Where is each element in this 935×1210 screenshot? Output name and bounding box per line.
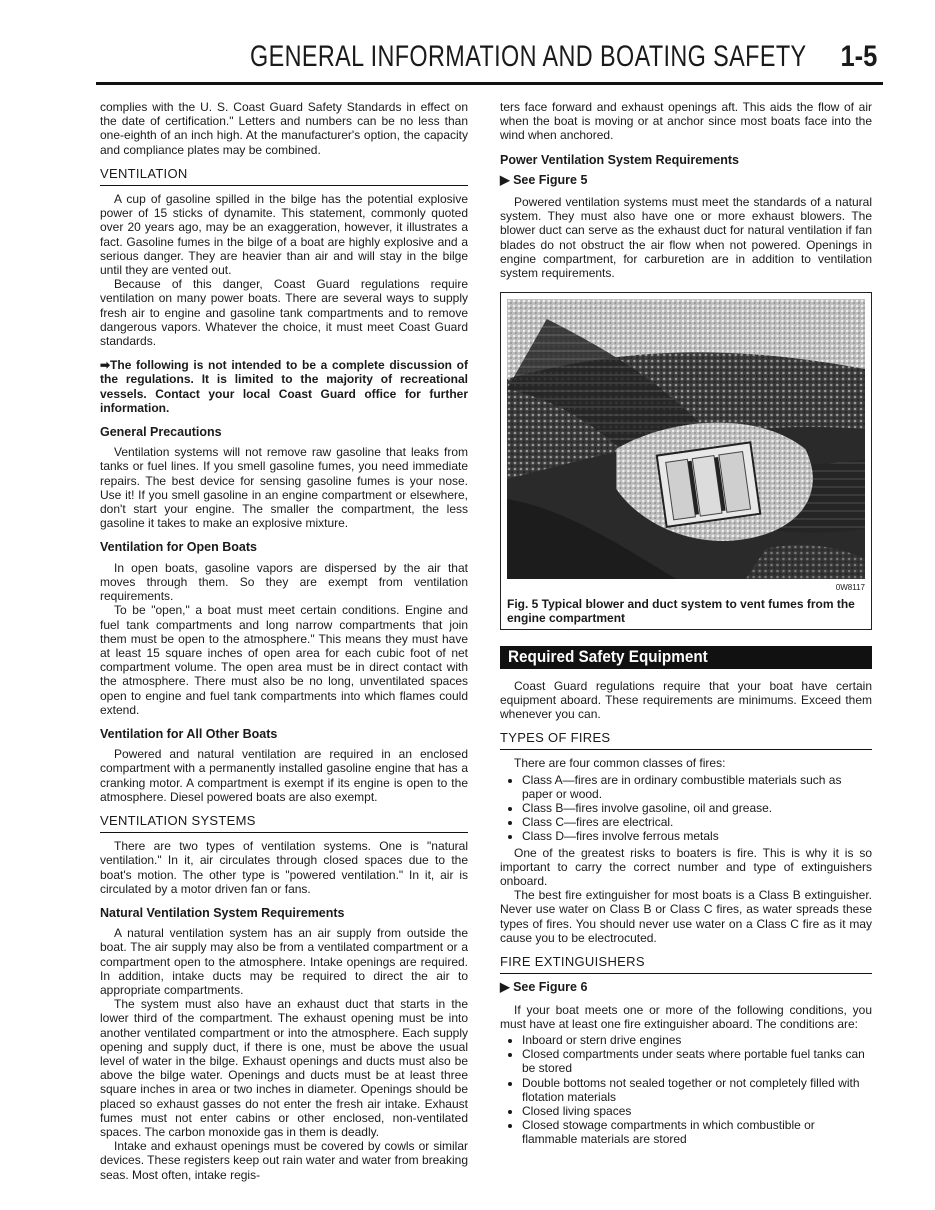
figure-5 — [500, 292, 872, 630]
paragraph-ventilation-systems: There are two types of ventilation systems. One is "natural ventilation." In it, air circulates through closed spaces due to the boat's motion. The other type is "powered ventilation." In it, air is circulated by a motor driven fan or fans. — [100, 839, 468, 896]
list-item: • Class C—fires are electrical. — [522, 815, 872, 829]
conditions-list — [500, 1033, 872, 1147]
paragraph-fires-1: One of the greatest risks to boaters is fire. This is why it is so important to carry the correct number and type of extinguishers onboard. — [500, 845, 872, 889]
paragraph-ventilation-1: A cup of gasoline spilled in the bilge has the potential explosive power of 15 sticks of dynamite. This statement, commonly quoted over 20 years ago, may be an exaggeration, however, it illustrates a fact. Gasoline fumes in the bilge of a boat are highly explosive and a serious danger. They are heavier than air and will stay in the bilge until they are vented out. — [100, 192, 468, 278]
list-item: • Double bottoms not sealed together or not completely filled with flotation materials — [522, 1076, 872, 1104]
header-rule — [96, 82, 883, 85]
list-item: • Closed compartments under seats where portable fuel tanks can be stored — [522, 1047, 872, 1075]
paragraph-fires-intro: There are four common classes of fires: — [514, 756, 726, 771]
paragraph-natural-3: Intake and exhaust openings must be covered by cowls or similar devices. These registers keep out rain water and water from breaking seas. Most often, intake regis- — [100, 1139, 468, 1182]
left-column — [100, 100, 468, 1182]
list-item: • Class A—fires are in ordinary combustible materials such as paper or wood. — [522, 773, 872, 801]
right-column — [500, 100, 872, 1149]
subheading-open-boats: Ventilation for Open Boats — [100, 540, 257, 555]
paragraph-required-equipment: Coast Guard regulations require that your boat have certain equipment aboard. These requirements are minimums. Exceed them whenever you can. — [500, 678, 872, 722]
see-figure-5-link[interactable]: ▶ See Figure 5 — [500, 172, 588, 187]
paragraph-other-boats: Powered and natural ventilation are required in an enclosed compartment with a permanently installed gasoline engine that has a cranking motor. A compartment is exempt if its engine is open to the atmosphere. Diesel powered boats are also exempt. — [100, 747, 468, 804]
subheading-other-boats: Ventilation for All Other Boats — [100, 726, 278, 741]
paragraph-extinguishers: If your boat meets one or more of the following conditions, you must have at least one fire extinguisher aboard. The conditions are: — [500, 1002, 872, 1031]
section-heading-fire-extinguishers: FIRE EXTINGUISHERS — [500, 955, 872, 974]
list-item: • Closed living spaces — [522, 1104, 872, 1118]
section-heading-types-of-fires: TYPES OF FIRES — [500, 731, 872, 750]
paragraph-natural-2: The system must also have an exhaust duct that starts in the lower third of the compartment. The exhaust opening must be into another ventilated compartment or into the atmosphere. Each supply opening and supply duct, if there is one, must be above the usual level of water in the bilge. Exhaust openings and ducts must also be above the bilge water. Openings and ducts must be at least three square inches in area or two inches in diameter. Openings should be placed so exhaust gasses do not enter the fresh air intake. Exhaust fumes must not enter cabins or other enclosed, non-ventilated spaces. The carbon monoxide gas in them is deadly. — [100, 997, 468, 1139]
paragraph-ventilation-2: Because of this danger, Coast Guard regulations require ventilation on many power boats. There are several ways to supply fresh air to engine and gasoline tank compartments and to remove dangerous vapors. Whatever the choice, it must meet Coast Guard standards. — [100, 277, 468, 349]
paragraph-power-ventilation: Powered ventilation systems must meet the standards of a natural system. They must also have one or more exhaust blowers. The blower duct can serve as the exhaust duct for natural ventilation if fan blades do not obstruct the air flow when not powered. Openings in engine compartment, for carburetion are in addition to ventilation system requirements. — [500, 195, 872, 281]
page-header-title: GENERAL INFORMATION AND BOATING SAFETY — [250, 40, 807, 73]
paragraph-open-boats-1: In open boats, gasoline vapors are dispersed by the air that moves through them. So they are exempt from ventilation requirements. — [100, 560, 468, 604]
blower-duct-photo — [507, 299, 865, 579]
figure-code: 0W8117 — [835, 583, 865, 593]
paragraph-fires-2: The best fire extinguisher for most boats is a Class B extinguisher. Never use water on Class B or Class C fires, as water spreads these types of fires. You should never use water on a Class C fire as it may cause you to be electrocuted. — [500, 888, 872, 945]
page-number: 1-5 — [840, 40, 877, 73]
paragraph-natural-1: A natural ventilation system has an air supply from outside the boat. The air supply may also be from a ventilated compartment or a compartment open to the atmosphere. Intake openings are required. In addition, intake ducts may be required to direct the air to appropriate compartments. — [100, 926, 468, 997]
banner-title: Required Safety Equipment — [508, 647, 708, 667]
list-item: • Class D—fires involve ferrous metals — [522, 829, 872, 843]
paragraph-intro: complies with the U. S. Coast Guard Safety Standards in effect on the date of certification." Letters and numbers can be no less than one-eighth of an inch high. At the manufacturer's option, the capacity and compliance plates may be combined. — [100, 100, 468, 157]
list-item: • Class B—fires involve gasoline, oil and grease. — [522, 801, 872, 815]
note-regulations: ➡The following is not intended to be a complete discussion of the regulations. It is limited to the majority of recreational vessels. Contact your local Coast Guard office for further information. — [100, 358, 468, 415]
figure-5-caption: Fig. 5 Typical blower and duct system to vent fumes from the engine compartment — [507, 597, 855, 626]
section-heading-ventilation-systems: VENTILATION SYSTEMS — [100, 814, 468, 833]
list-item: • Closed stowage compartments in which combustible or flammable materials are stored — [522, 1118, 872, 1146]
list-item: • Inboard or stern drive engines — [522, 1033, 872, 1047]
section-heading-ventilation: VENTILATION — [100, 167, 468, 186]
subheading-power-ventilation: Power Ventilation System Requirements — [500, 152, 739, 167]
see-figure-6-link[interactable]: ▶ See Figure 6 — [500, 980, 588, 995]
required-safety-equipment-banner — [500, 646, 872, 668]
fire-classes-list — [500, 773, 872, 844]
paragraph-continued: ters face forward and exhaust openings aft. This aids the flow of air when the boat is moving or at anchor since most boats face into the wind when anchored. — [500, 100, 872, 143]
paragraph-open-boats-2: To be "open," a boat must meet certain conditions. Engine and fuel tank compartments and long narrow compartments that join them must be open to the atmosphere." This means they must have at least 15 square inches of open area for each cubic foot of net compartment volume. The open area must be in direct contact with the atmosphere. There must also be no long, unventilated spaces open to engine and fuel tank compartments into which flames could extend. — [100, 603, 468, 717]
subheading-general-precautions: General Precautions — [100, 425, 222, 440]
subheading-natural-ventilation: Natural Ventilation System Requirements — [100, 905, 345, 920]
paragraph-general-precautions: Ventilation systems will not remove raw gasoline that leaks from tanks or fuel lines. If you smell gasoline fumes, you need immediate repairs. The best device for sensing gasoline fumes is your nose. Use it! If you smell gasoline in an engine compartment or elsewhere, don't start your engine. The smaller the compartment, the less gasoline it takes to make an explosive mixture. — [100, 445, 468, 531]
